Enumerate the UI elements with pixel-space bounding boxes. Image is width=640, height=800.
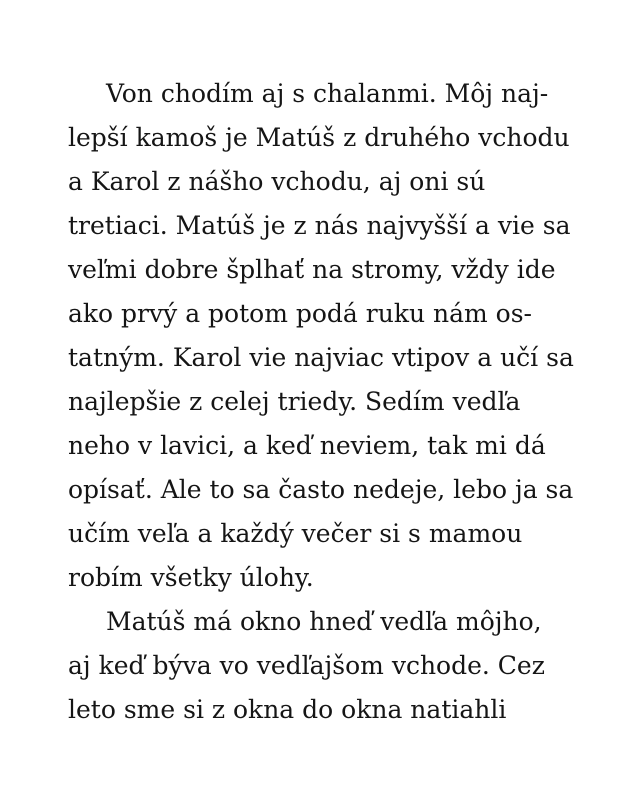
text-line: tretiaci. Matúš je z nás najvyšší a vie sa <box>68 211 571 240</box>
paragraph-1 <box>68 72 588 600</box>
text-line: robím všetky úlohy. <box>68 563 314 592</box>
text-line: tatným. Karol vie najviac vtipov a učí sa <box>68 343 574 372</box>
text-line: lepší kamoš je Matúš z druhého vchodu <box>68 123 570 152</box>
text-line: opísať. Ale to sa často nedeje, lebo ja sa <box>68 475 574 504</box>
text-line: najlepšie z celej triedy. Sedím vedľa <box>68 387 521 416</box>
text-line: veľmi dobre šplhať na stromy, vždy ide <box>68 255 556 284</box>
text-line: neho v lavici, a keď neviem, tak mi dá <box>68 431 546 460</box>
text-line: leto sme si z okna do okna natiahli <box>68 695 507 724</box>
paragraph-2 <box>68 600 588 732</box>
text-line: Matúš má okno hneď vedľa môjho, <box>106 607 542 636</box>
text-line: Von chodím aj s chalanmi. Môj naj- <box>106 79 549 108</box>
body-text <box>68 72 588 732</box>
text-line: ako prvý a potom podá ruku nám os- <box>68 299 533 328</box>
text-line: učím veľa a každý večer si s mamou <box>68 519 523 548</box>
text-line: aj keď býva vo vedľajšom vchode. Cez <box>68 651 545 680</box>
text-line: a Karol z nášho vchodu, aj oni sú <box>68 167 486 196</box>
